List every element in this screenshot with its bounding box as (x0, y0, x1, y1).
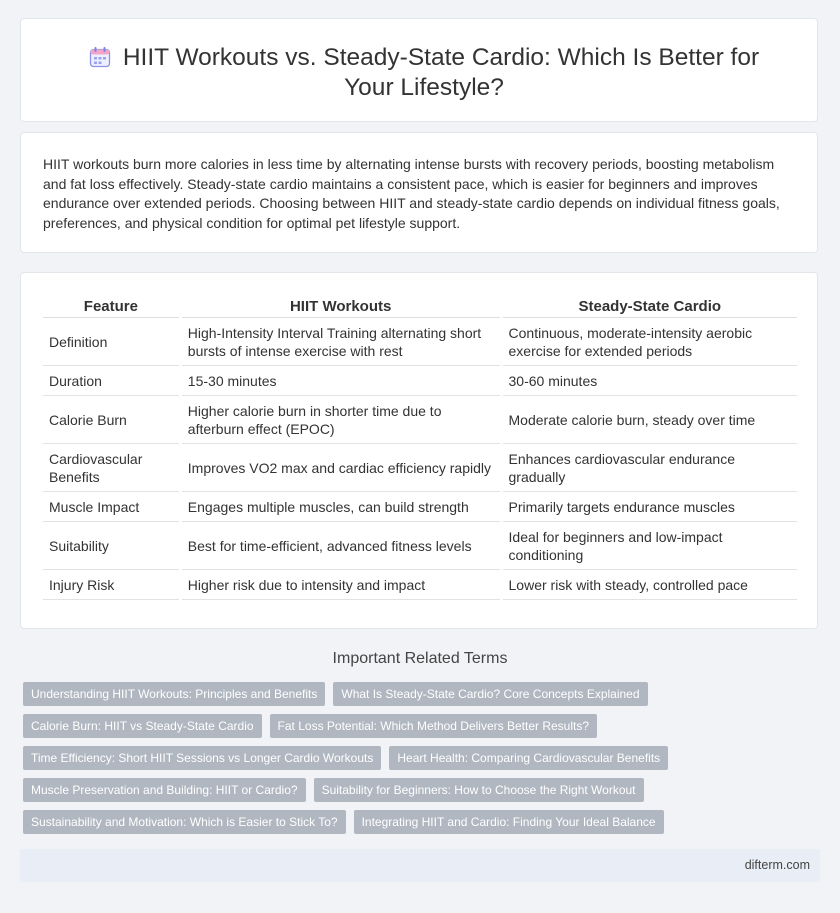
header-feature: Feature (43, 297, 180, 318)
hiit-cell: Higher risk due to intensity and impact (180, 570, 501, 600)
tag-row (23, 746, 823, 770)
related-term-tag[interactable]: Time Efficiency: Short HIIT Sessions vs Longer Cardio Workouts (23, 746, 381, 770)
table-row (43, 570, 797, 600)
calendar-icon (89, 46, 111, 68)
feature-cell: Definition (43, 318, 180, 366)
related-term-tag[interactable]: Muscle Preservation and Building: HIIT or Cardio? (23, 778, 306, 802)
hiit-cell: Best for time-efficient, advanced fitness levels (180, 522, 501, 570)
related-term-tag[interactable]: Sustainability and Motivation: Which is Easier to Stick To? (23, 810, 346, 834)
table-row (43, 444, 797, 492)
feature-cell: Muscle Impact (43, 492, 180, 522)
steady-state-cell: Enhances cardiovascular endurance gradually (501, 444, 797, 492)
page-title-text: HIIT Workouts vs. Steady-State Cardio: Which Is Better for Your Lifestyle? (122, 44, 760, 101)
hiit-cell: Higher calorie burn in shorter time due to afterburn effect (EPOC) (180, 396, 501, 444)
table-row (43, 522, 797, 570)
feature-cell: Suitability (43, 522, 180, 570)
table-row (43, 492, 797, 522)
steady-state-cell: Primarily targets endurance muscles (501, 492, 797, 522)
related-terms-list (23, 682, 823, 842)
hiit-cell: 15-30 minutes (180, 366, 501, 396)
related-term-tag[interactable]: Calorie Burn: HIIT vs Steady-State Cardio (23, 714, 262, 738)
feature-cell: Duration (43, 366, 180, 396)
table-row (43, 318, 797, 366)
site-name[interactable]: difterm.com (744, 858, 810, 872)
steady-state-cell: Ideal for beginners and low-impact conditioning (501, 522, 797, 570)
intro-card (20, 132, 818, 253)
steady-state-cell: 30-60 minutes (501, 366, 797, 396)
header-card (20, 18, 818, 122)
page-title (61, 43, 787, 103)
related-term-tag[interactable]: What Is Steady-State Cardio? Core Concepts Explained (333, 682, 647, 706)
related-term-tag[interactable]: Suitability for Beginners: How to Choose the Right Workout (314, 778, 644, 802)
footer-bar (20, 849, 820, 882)
table-row (43, 366, 797, 396)
related-terms-heading: Important Related Terms (332, 650, 508, 667)
tag-row (23, 810, 823, 834)
table-header-row (43, 297, 797, 318)
title-block (61, 43, 787, 103)
related-term-tag[interactable]: Heart Health: Comparing Cardiovascular Benefits (389, 746, 668, 770)
hiit-cell: Engages multiple muscles, can build strength (180, 492, 501, 522)
intro-paragraph: HIIT workouts burn more calories in less time by alternating intense bursts with recovery periods, boosting metabolism and fat loss effectively. Steady-state cardio maintains a consistent pace, which is easier for beginners and improves endurance over extended periods. Choosing between HIIT and steady-state cardio depends on individual fitness goals, preferences, and physical condition for optimal pet lifestyle support. (43, 156, 780, 231)
hiit-cell: High-Intensity Interval Training alternating short bursts of intense exercise with rest (180, 318, 501, 366)
feature-cell: Cardiovascular Benefits (43, 444, 180, 492)
comparison-table (43, 297, 797, 600)
related-term-tag[interactable]: Fat Loss Potential: Which Method Delivers Better Results? (270, 714, 597, 738)
related-term-tag[interactable]: Understanding HIIT Workouts: Principles and Benefits (23, 682, 325, 706)
steady-state-cell: Moderate calorie burn, steady over time (501, 396, 797, 444)
related-term-tag[interactable]: Integrating HIIT and Cardio: Finding Your Ideal Balance (354, 810, 664, 834)
tag-row (23, 778, 823, 802)
feature-cell: Injury Risk (43, 570, 180, 600)
header-steady-state: Steady-State Cardio (501, 297, 797, 318)
tag-row (23, 682, 823, 706)
feature-cell: Calorie Burn (43, 396, 180, 444)
steady-state-cell: Continuous, moderate-intensity aerobic exercise for extended periods (501, 318, 797, 366)
comparison-card (20, 272, 818, 629)
table-row (43, 396, 797, 444)
tag-row (23, 714, 823, 738)
steady-state-cell: Lower risk with steady, controlled pace (501, 570, 797, 600)
hiit-cell: Improves VO2 max and cardiac efficiency rapidly (180, 444, 501, 492)
header-hiit: HIIT Workouts (180, 297, 501, 318)
